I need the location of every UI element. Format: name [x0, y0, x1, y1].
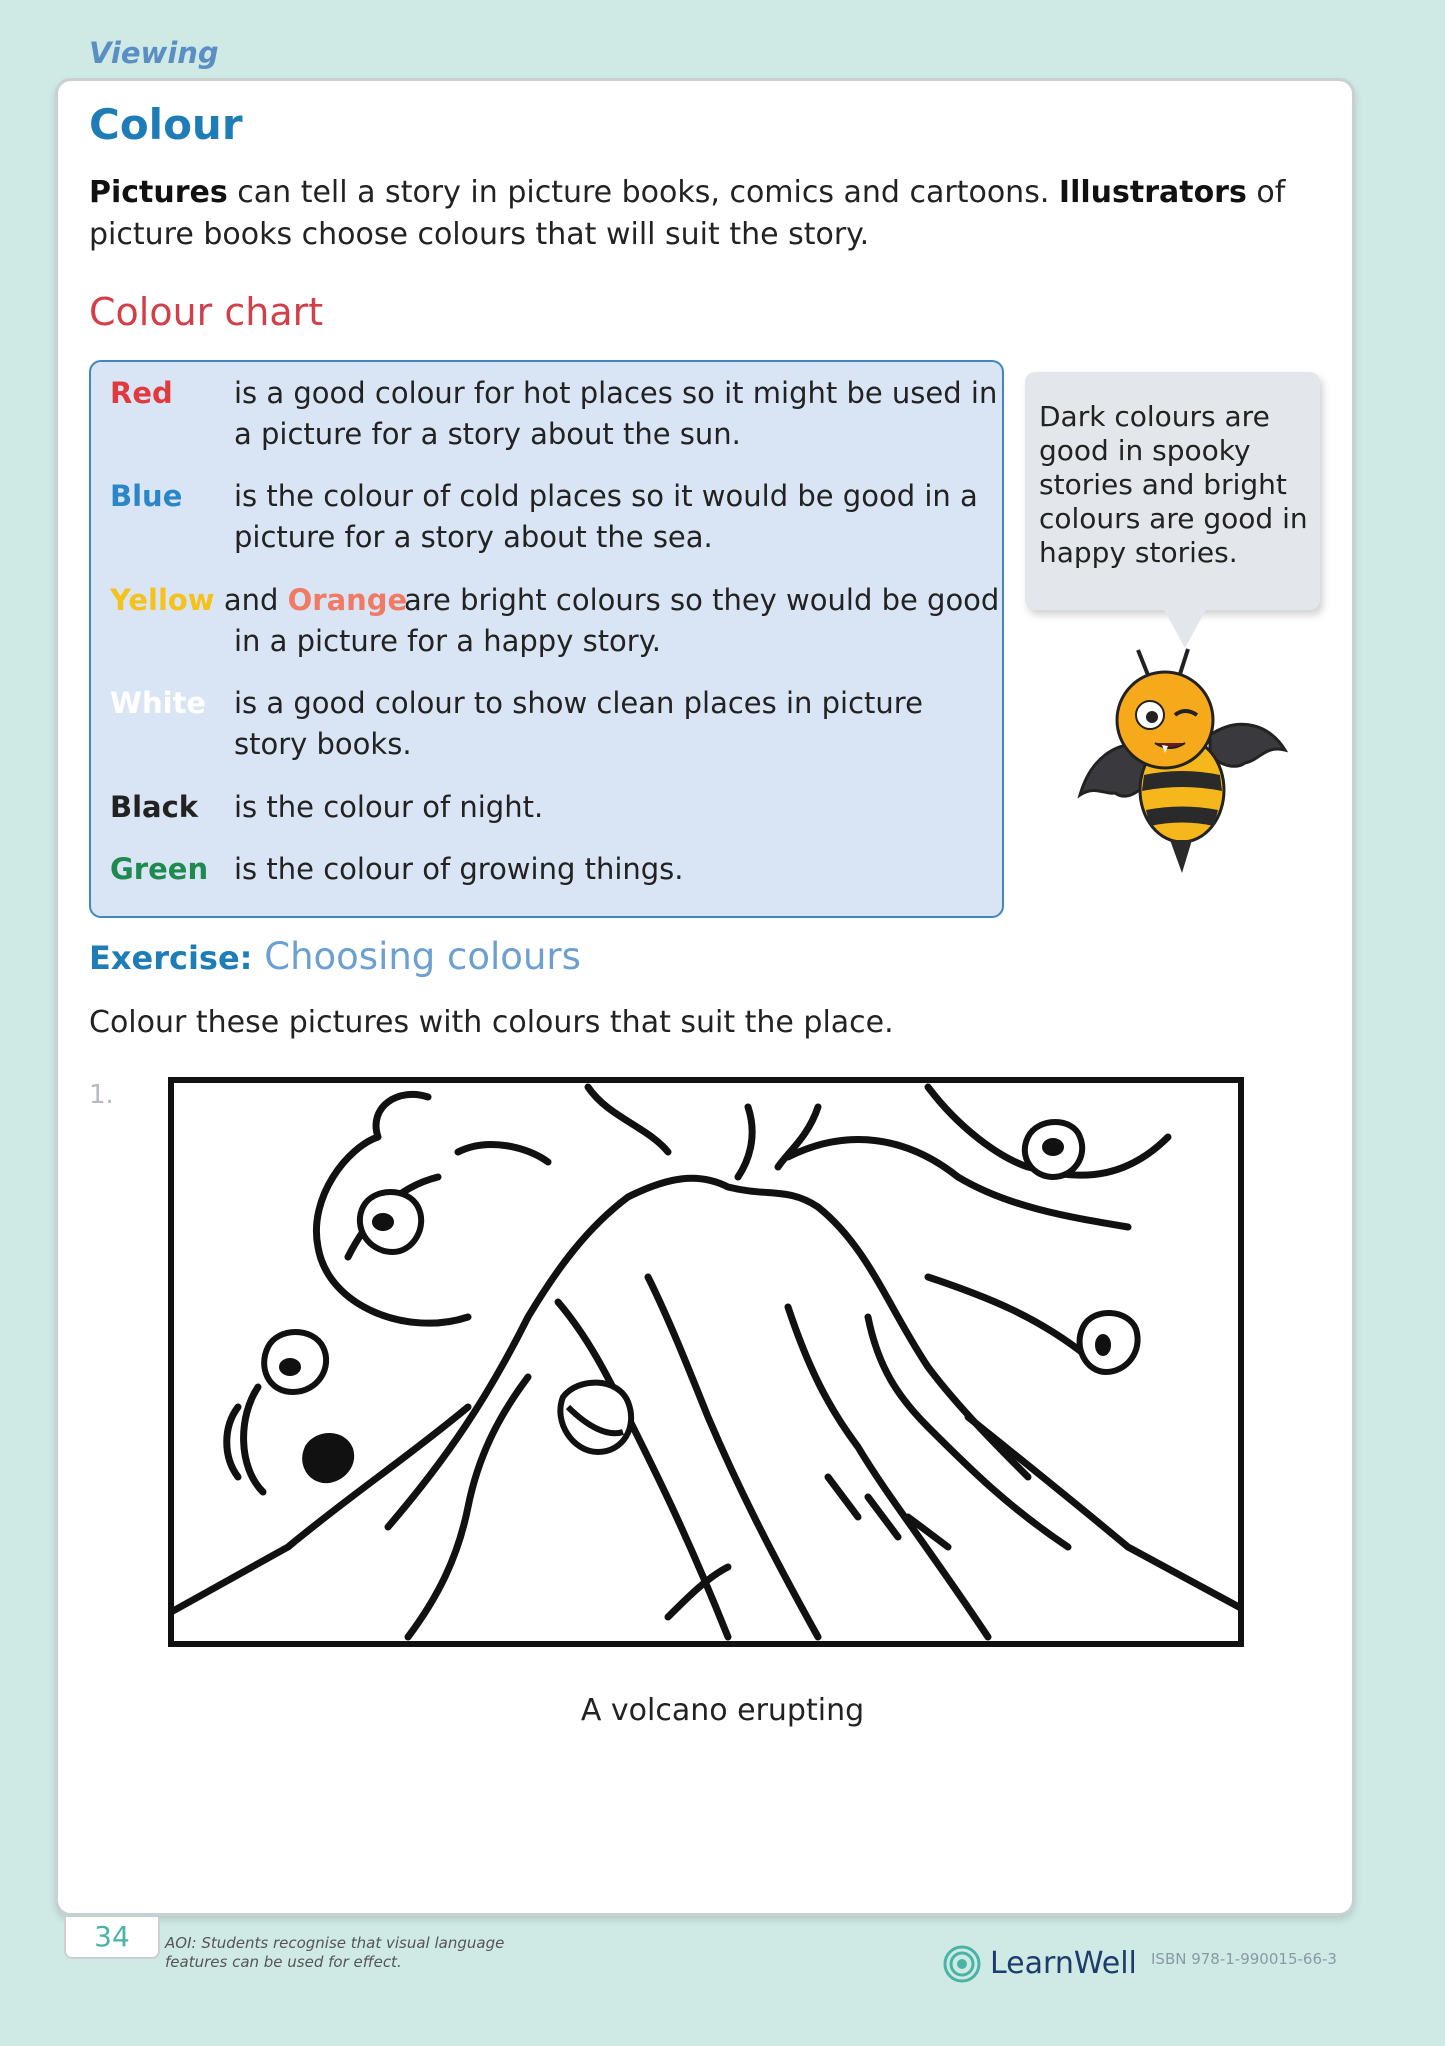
- chart-connector: and: [214, 583, 288, 617]
- intro-paragraph: [89, 172, 1309, 256]
- publisher-logo: [942, 1940, 1162, 1990]
- chart-keyword: Blue: [110, 479, 183, 513]
- chart-description: is a good colour to show clean places in picture story books.: [234, 686, 923, 761]
- colour-chart-heading: Colour chart: [89, 290, 324, 334]
- chart-keyword: White: [110, 686, 207, 720]
- chart-description: is the colour of cold places so it would be good in a picture for a story about the sea.: [234, 479, 978, 554]
- picture-caption: A volcano erupting: [580, 1693, 865, 1728]
- publisher-name: LearnWell: [990, 1946, 1137, 1981]
- page-title: Colour: [89, 100, 243, 149]
- chart-description: is the colour of night.: [234, 790, 544, 824]
- chart-keyword: Red: [110, 376, 173, 410]
- exercise-instruction: Colour these pictures with colours that suit the place.: [89, 1005, 894, 1040]
- chart-keyword-yellow: Yellow: [110, 583, 215, 617]
- chart-keyword: Green: [110, 852, 209, 886]
- chart-description: are bright colours so they would be good in a picture for a happy story.: [234, 583, 1000, 658]
- exercise-label: Exercise:: [89, 939, 253, 977]
- exercise-title: Choosing colours: [264, 935, 581, 978]
- aoi-note: AOI: Students recognise that visual language features can be used for effect.: [165, 1934, 505, 1971]
- intro-keyword-pictures: Pictures: [89, 175, 228, 210]
- isbn: ISBN 978-1-990015-66-3: [1151, 1950, 1337, 1968]
- speech-bubble-text: Dark colours are good in spooky stories and bright colours are good in happy stories.: [1039, 400, 1308, 569]
- page-number: 34: [64, 1917, 160, 1959]
- section-label: Viewing: [89, 36, 219, 70]
- learnwell-swirl-icon: [942, 1944, 982, 1984]
- chart-keyword-orange: Orange: [287, 583, 408, 617]
- intro-text-1: can tell a story in picture books, comics and cartoons.: [227, 175, 1059, 210]
- chart-description: is the colour of growing things.: [234, 852, 684, 886]
- volcano-erupting-icon[interactable]: [168, 1077, 1244, 1647]
- exercise-heading: [89, 935, 581, 978]
- question-number: 1.: [89, 1080, 114, 1110]
- speech-bubble-tail: [1163, 608, 1207, 648]
- intro-text-2: of picture books choose colours that will suit the story.: [89, 175, 1286, 252]
- chart-keyword: Black: [110, 790, 199, 824]
- chart-description: is a good colour for hot places so it might be used in a picture for a story about the sun.: [234, 376, 998, 451]
- intro-keyword-illustrators: Illustrators: [1058, 175, 1247, 210]
- bee-bat-mascot-icon: [1070, 645, 1290, 880]
- speech-bubble: [1025, 372, 1320, 610]
